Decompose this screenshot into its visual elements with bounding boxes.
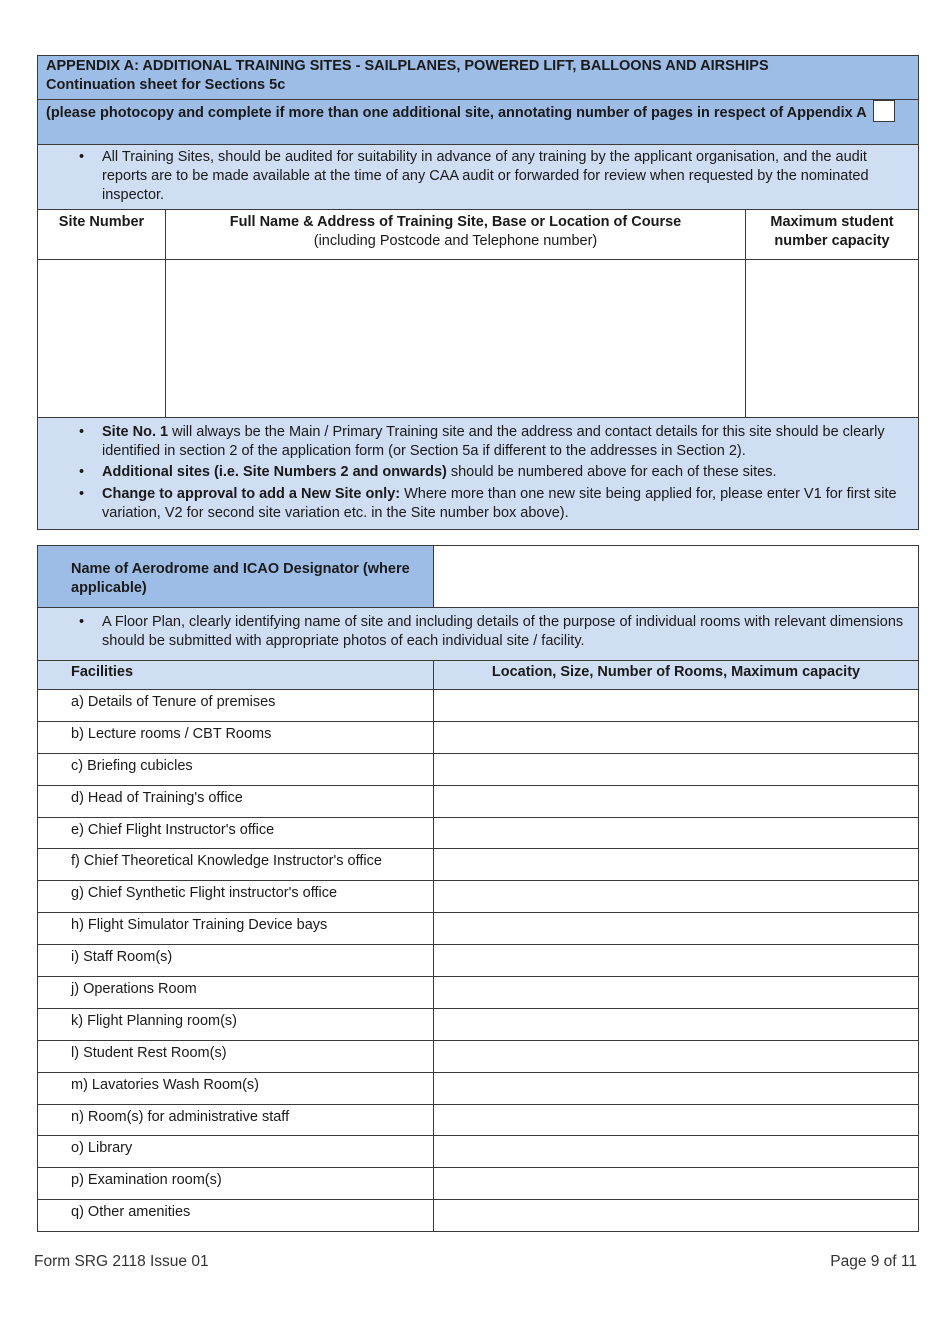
facility-details-field[interactable] [434,722,918,753]
facility-row [38,1073,918,1105]
facility-row [38,849,918,881]
site-capacity-field[interactable] [746,260,918,417]
facility-details-field[interactable] [434,881,918,912]
aerodrome-field[interactable] [434,546,918,607]
facility-details-field[interactable] [434,818,918,849]
site-note-1-bold: Site No. 1 [102,424,169,440]
site-note-1-text: will always be the Main / Primary Training site and the address and contact details for this site should be clearly identified in section 2 of the application form (or Section 5a if different to the addresses in Section 2). [102,424,885,459]
col-full-name-sub: (including Postcode and Telephone number) [313,233,598,249]
facility-row [38,977,918,1009]
site-note-2-bold: Additional sites (i.e. Site Numbers 2 and onwards) [102,464,447,480]
col-full-name-title: Full Name & Address of Training Site, Base or Location of Course [229,214,682,230]
facility-row [38,1200,918,1232]
facility-label: g) Chief Synthetic Flight instructor's office [38,881,434,912]
facility-row [38,1041,918,1073]
facility-details-field[interactable] [434,1136,918,1167]
site-columns-header [38,210,918,260]
appendix-subtitle: Continuation sheet for Sections 5c [46,77,286,93]
floor-plan-note-row [38,608,918,661]
site-note-3-text: Where more than one new site being applied for, please enter V1 for first site variation, V2 for second site variation etc. in the Site number box above). [102,486,897,521]
facility-label: f) Chief Theoretical Knowledge Instructor's office [38,849,434,880]
facility-label: k) Flight Planning room(s) [38,1009,434,1040]
facility-details-field[interactable] [434,945,918,976]
facility-details-field[interactable] [434,913,918,944]
facilities-header-right: Location, Size, Number of Rooms, Maximum capacity [491,664,861,680]
facility-row [38,913,918,945]
facility-details-field[interactable] [434,977,918,1008]
audit-note: • All Training Sites, should be audited for suitability in advance of any training by the applicant organisation, and the audit reports are to be made available at the time of any CAA audit or forwarded for review when requested by the nominated inspector. [46,148,910,205]
site-address-field[interactable] [166,260,746,417]
aerodrome-row [38,546,918,608]
form-id: Form SRG 2118 Issue 01 [34,1253,209,1270]
facility-label: b) Lecture rooms / CBT Rooms [38,722,434,753]
facility-label: a) Details of Tenure of premises [38,690,434,721]
site-number-field[interactable] [38,260,166,417]
facilities-header-left: Facilities [38,661,434,689]
aerodrome-label: Name of Aerodrome and ICAO Designator (where applicable) [38,546,434,607]
facility-row [38,786,918,818]
facility-row [38,1105,918,1137]
site-note-2 [46,463,914,482]
facility-details-field[interactable] [434,754,918,785]
appendix-pages-checkbox[interactable] [873,100,895,122]
facility-details-field[interactable] [434,1073,918,1104]
site-note-1 [46,423,914,461]
facility-rows [38,690,918,1232]
facility-label: q) Other amenities [38,1200,434,1231]
site-note-3 [46,485,914,523]
facility-details-field[interactable] [434,1200,918,1231]
facility-details-field[interactable] [434,690,918,721]
appendix-instruction-row [38,100,918,145]
col-full-name [166,210,746,259]
facility-label: c) Briefing cubicles [38,754,434,785]
appendix-header [38,56,918,100]
appendix-title: APPENDIX A: ADDITIONAL TRAINING SITES - SAILPLANES, POWERED LIFT, BALLOONS AND AIRSHIPS [46,58,769,74]
facility-details-field[interactable] [434,849,918,880]
facility-row [38,1136,918,1168]
facility-details-field[interactable] [434,1168,918,1199]
facility-row [38,818,918,850]
facility-row [38,881,918,913]
facility-label: m) Lavatories Wash Room(s) [38,1073,434,1104]
site-notes [38,418,918,530]
facility-label: i) Staff Room(s) [38,945,434,976]
site-note-2-text: should be numbered above for each of these sites. [446,464,777,480]
facility-row [38,945,918,977]
facility-label: o) Library [38,1136,434,1167]
appendix-a-table [37,55,919,530]
facility-details-field[interactable] [434,1009,918,1040]
facility-label: e) Chief Flight Instructor's office [38,818,434,849]
facility-details-field[interactable] [434,786,918,817]
facility-row [38,690,918,722]
facilities-header [38,661,918,690]
col-max-capacity: Maximum student number capacity [770,214,894,249]
facility-label: p) Examination room(s) [38,1168,434,1199]
facility-label: n) Room(s) for administrative staff [38,1105,434,1136]
facility-label: h) Flight Simulator Training Device bays [38,913,434,944]
floor-plan-note: • A Floor Plan, clearly identifying name of site and including details of the purpose of individual rooms with relevant dimensions should be submitted with appropriate photos of each individual site / facility. [46,613,910,651]
facilities-table [37,545,919,1232]
facility-row [38,754,918,786]
facility-row [38,1168,918,1200]
site-note-3-bold: Change to approval to add a New Site only: [102,486,401,502]
appendix-instruction: (please photocopy and complete if more than one additional site, annotating number of pages in respect of Appendix A [46,105,867,121]
facility-row [38,722,918,754]
page-number: Page 9 of 11 [830,1253,917,1270]
facility-label: l) Student Rest Room(s) [38,1041,434,1072]
facility-row [38,1009,918,1041]
audit-note-row [38,145,918,210]
facility-label: d) Head of Training's office [38,786,434,817]
facility-details-field[interactable] [434,1105,918,1136]
facility-details-field[interactable] [434,1041,918,1072]
facility-label: j) Operations Room [38,977,434,1008]
col-site-number: Site Number [38,210,166,259]
site-entry-row [38,260,918,418]
